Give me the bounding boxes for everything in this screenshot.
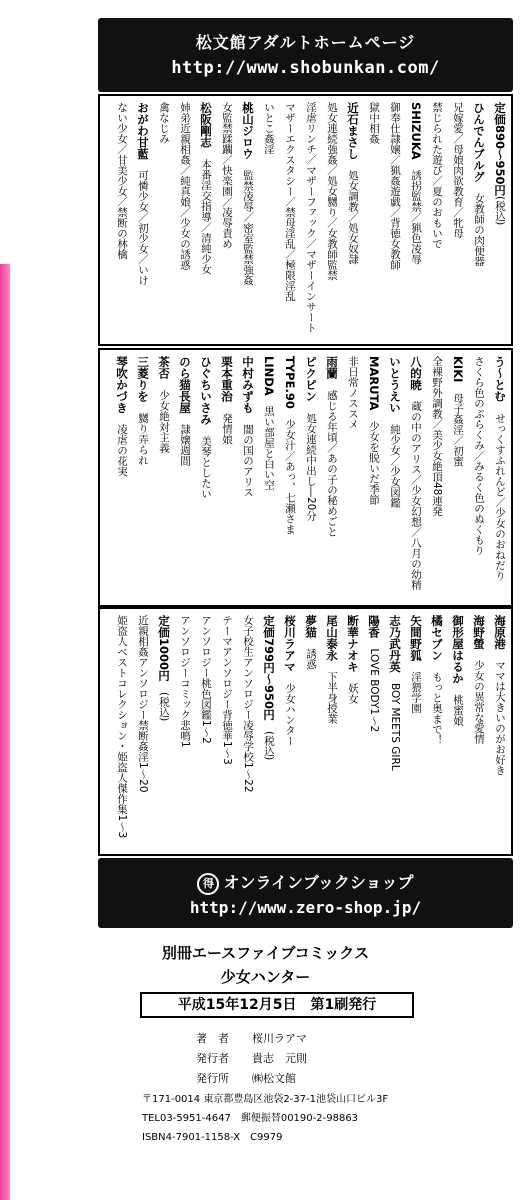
entry-titles: 淫虐リンチ／マザーファック／マザーインサート <box>305 102 317 333</box>
entry-author: 定価1000円 <box>157 615 171 682</box>
catalog-entry <box>137 102 149 286</box>
entry-titles: テーマアンソロジー背徳華1～3 <box>221 615 233 765</box>
entry-titles: 少女汁／あっ、七瀬さま <box>284 419 296 535</box>
catalog-entry <box>158 356 170 453</box>
bookshop-title <box>98 870 513 895</box>
entry-titles: マザーエクスタシー／禁母淫乱／極限淫乱 <box>284 102 296 302</box>
entry-author: ひんでんブルグ <box>472 102 486 183</box>
catalog-entry <box>473 102 485 267</box>
entry-author: KIKI <box>451 356 465 383</box>
catalog-entry <box>306 102 317 333</box>
entry-author: 尾山泰永 <box>325 615 339 661</box>
entry-author: 橘セブン <box>430 615 444 661</box>
entry-titles: 姫盗人ベストコレクション・姫盗人傑作集1～3 <box>116 615 128 839</box>
homepage-title: 松文館アダルトホームページ <box>195 33 416 52</box>
catalog-entry <box>284 356 296 535</box>
toku-logo-icon: 得 <box>197 873 219 895</box>
entry-titles: 禁じられた遊び／夏のおもいで <box>431 102 443 249</box>
entry-titles: ない少女／甘美少女／禁断の林檎 <box>116 102 128 260</box>
publisher-address-block <box>142 1090 388 1147</box>
colophon-row-author <box>142 1030 442 1050</box>
entry-author: 茶否 <box>157 356 171 379</box>
entry-author: 雨蘭 <box>325 356 339 379</box>
catalog-entry <box>200 102 212 274</box>
entry-author: 栗本重治 <box>220 356 234 402</box>
catalog-entry <box>221 356 233 444</box>
postal-address: 〒171-0014 東京都豊島区池袋2-37-1池袋山口ビル3F <box>142 1094 389 1105</box>
issue-date: 平成15年12月5日 <box>177 997 297 1013</box>
entry-titles: LOVE BODY1～2 <box>368 648 380 733</box>
catalog-entry <box>347 102 359 265</box>
entry-author: 松阪剛志 <box>199 102 213 148</box>
entry-titles: 凌虐の花実 <box>116 424 128 477</box>
price-tax-note: (税込) <box>494 196 506 226</box>
entry-titles: 下半身授業 <box>326 671 338 724</box>
catalog-entry <box>452 615 464 726</box>
catalog-entry <box>347 615 359 704</box>
catalog-entry <box>138 615 149 793</box>
catalog-entry <box>284 615 296 746</box>
entry-titles: 少女絶対主義 <box>158 389 170 453</box>
catalog-entry <box>389 356 401 508</box>
entry-titles: ママは大きいのがお好き <box>494 660 506 776</box>
entry-titles: 嬲り弄られ <box>137 412 149 465</box>
catalog-entry <box>389 615 401 771</box>
entry-author: 陽香 <box>367 615 381 638</box>
online-bookshop-banner[interactable] <box>98 858 513 928</box>
entry-titles: もっと奥まで！ <box>431 671 443 745</box>
entry-titles: 感じる年頃／あの子の秘めごと <box>326 389 338 537</box>
entry-titles: 少女の異常な愛情 <box>473 660 485 744</box>
catalog-entry <box>285 102 296 302</box>
catalog-entry <box>222 102 233 249</box>
entry-titles: 少女を脱いだ季節 <box>368 420 380 505</box>
entry-titles: アンソロジーコミック悲鳴1 <box>179 615 191 748</box>
series-name: 別冊エースファイブコミックス <box>161 944 370 962</box>
entry-titles: 女子校生アンソロジー凌辱学校1～22 <box>242 615 254 793</box>
catalog-entry <box>117 615 128 838</box>
colophon-label: 発行者 <box>196 1052 229 1065</box>
entry-titles: アンソロジー桃色図鑑1～2 <box>200 615 212 744</box>
colophon-value: 桜川ラアマ <box>252 1032 307 1045</box>
entry-titles: 発情娘 <box>221 412 233 444</box>
entry-titles: さくら色のぷらくみ／みるく色のぬくもり <box>473 356 485 556</box>
homepage-url[interactable]: http://www.shobunkan.com/ <box>171 58 440 78</box>
entry-author: 断華ナオキ <box>346 615 360 673</box>
entry-author: MARUTA <box>367 356 381 411</box>
entry-titles: いとこ姦淫 <box>263 102 275 155</box>
catalog-entry <box>368 615 380 732</box>
catalog-entry <box>390 102 401 270</box>
entry-titles: 黒い部屋と白い空 <box>263 406 275 491</box>
catalog-entry <box>116 356 128 477</box>
entry-titles: 近親相姦アンソロジー禁断姦淫1～20 <box>137 615 149 793</box>
catalog-panel-1 <box>98 94 513 346</box>
catalog-entry <box>452 356 464 466</box>
catalog-entry <box>200 356 212 499</box>
catalog-entry <box>432 356 443 516</box>
entry-titles: 禽なじみ <box>158 102 170 144</box>
catalog-entry <box>494 615 506 776</box>
catalog-entry <box>263 356 275 490</box>
colophon-value: ㈱松文館 <box>252 1072 296 1085</box>
catalog-entry <box>327 102 338 281</box>
catalog-entry <box>410 356 422 590</box>
entry-titles: 御奉仕隷嬢／猟姦遊戯／背徳女教師 <box>389 102 401 270</box>
entry-author: ピクピン <box>304 356 318 402</box>
entry-author: 八的暁 <box>409 356 423 391</box>
entry-author: 桜川ラアマ <box>283 615 297 673</box>
printing-edition: 第1刷発行 <box>310 997 377 1013</box>
entry-titles: 隷嬢週間 <box>179 424 191 466</box>
entry-author: 海原港 <box>493 615 507 650</box>
entry-author: 矢間野狐 <box>409 615 423 661</box>
catalog-entry <box>264 102 275 155</box>
entry-titles: 処女調教／処女奴隷 <box>347 170 359 265</box>
entry-titles: 蔵の中のアリス／少女幻想／八月の幼精 <box>410 401 422 590</box>
catalog-entry <box>410 615 422 714</box>
entry-author: おがわ甘藍 <box>136 102 150 160</box>
colophon <box>142 1030 442 1090</box>
catalog-entry <box>473 615 485 744</box>
catalog-entry <box>348 356 359 430</box>
catalog-entry <box>432 102 443 249</box>
entry-titles: 少女ハンター <box>284 683 296 746</box>
entry-author: TYPE.90 <box>283 356 297 409</box>
colophon-label: 著 者 <box>196 1032 229 1045</box>
entry-titles: 淫猥学園 <box>410 671 422 714</box>
catalog-entry <box>222 615 233 765</box>
entry-author: 近石まさし <box>346 102 360 160</box>
entry-author: 海野螢 <box>472 615 486 650</box>
entry-titles: (税込) <box>263 731 275 761</box>
catalog-entry <box>305 356 317 520</box>
entry-author: SHIZUKA <box>409 102 423 160</box>
entry-author: いとうえい <box>388 356 402 414</box>
entry-titles: (税込) <box>158 692 170 722</box>
colophon-label: 発行所 <box>196 1072 229 1085</box>
publisher-homepage-banner[interactable] <box>98 18 513 92</box>
issue-date-box <box>140 992 414 1018</box>
book-title: 少女ハンター <box>220 968 311 986</box>
entry-titles: 桃蜜娘 <box>452 694 464 726</box>
catalog-entry <box>326 356 338 537</box>
isbn: ISBN4-7901-1158-X C9979 <box>142 1132 283 1143</box>
entry-titles: 獄中相姦 <box>368 102 380 144</box>
entry-author: 夢猫 <box>304 615 318 638</box>
entry-titles: 本番淫交指導／清純少女 <box>200 158 212 274</box>
entry-titles: 全裸野外調教／美少女絶頂48連発 <box>431 356 443 517</box>
entry-author: ひぐちいさみ <box>199 356 213 425</box>
entry-author: LINDA <box>262 356 276 396</box>
catalog-entry <box>474 356 485 556</box>
entry-author: 御形屋はるか <box>451 615 465 684</box>
entry-titles: 母子姦淫／初蜜 <box>452 392 464 467</box>
entry-author: 三菱りを <box>136 356 150 402</box>
entry-titles: 可憐少女／初少女／いけ <box>137 170 149 286</box>
catalog-entry <box>158 615 170 721</box>
entry-author: 志乃武丹英 <box>388 615 402 673</box>
phone-and-transfer: TEL03-5951-4647 郵便振替00190-2-98863 <box>142 1113 359 1124</box>
pink-cover-edge <box>0 264 10 1200</box>
catalog-entry <box>368 356 380 505</box>
catalog-entry <box>242 102 254 286</box>
catalog-entry <box>263 615 275 760</box>
catalog-entry <box>431 615 443 745</box>
entry-author: のら猫長屋 <box>178 356 192 414</box>
entry-titles: 誘拐監禁／猟色凌辱 <box>410 170 422 265</box>
entry-titles: 誘惑 <box>305 648 317 670</box>
entry-titles: 美琴としたい <box>200 435 212 499</box>
entry-author: う～とむ <box>493 356 507 402</box>
catalog-entry <box>326 615 338 724</box>
catalog-entry <box>494 356 506 581</box>
entry-titles: 処女連続中出し―20分 <box>305 412 317 521</box>
entry-titles: 女監禁蹂躙／快楽園／凌辱責め <box>221 102 233 249</box>
entry-author: 桃山ジロウ <box>241 102 255 160</box>
colophon-row-publisher-company <box>142 1070 442 1090</box>
entry-titles: 監禁凌辱／密室監禁強姦 <box>242 170 254 286</box>
entry-titles: 妖女 <box>347 683 359 704</box>
entry-titles: 姉弟近親相姦／純真娘／少女の誘惑 <box>179 102 191 270</box>
entry-titles: 純少女／少女図鑑 <box>389 424 401 508</box>
catalog-panel-3 <box>98 607 513 856</box>
catalog-entry <box>243 615 254 793</box>
catalog-entry <box>305 615 317 670</box>
colophon-value: 貴志 元則 <box>252 1052 307 1065</box>
entry-titles: BOY MEETS GIRL <box>389 683 401 771</box>
bookshop-url[interactable]: http://www.zero-shop.jp/ <box>189 898 422 917</box>
bookshop-title-text: オンラインブックショップ <box>223 873 414 892</box>
entry-titles: 処女連続強姦／処女嬲り／女教師監禁 <box>326 102 338 281</box>
entry-titles: せっくすふれんど／少女のおねだり <box>494 412 506 581</box>
entry-titles: 女教師の肉便器 <box>473 193 485 267</box>
catalog-entry <box>369 102 380 144</box>
catalog-entry <box>159 102 170 144</box>
colophon-row-publisher-person <box>142 1050 442 1070</box>
entry-titles: 非日常ノススメ <box>347 356 359 430</box>
entry-author: 琴吹かづき <box>115 356 129 414</box>
catalog-entry <box>453 102 464 239</box>
entry-author: 中村みずも <box>241 356 255 414</box>
entry-titles: 闇の国のアリス <box>242 424 254 498</box>
entry-titles: 兄嫁愛／母娘肉欲教育／牝母 <box>452 102 464 239</box>
price-heading: 定価890～950円 <box>493 102 507 197</box>
catalog-entry <box>180 102 191 270</box>
catalog-entry <box>180 615 191 748</box>
catalog-entry <box>494 102 506 225</box>
catalog-entry <box>410 102 422 265</box>
catalog-panel-2 <box>98 348 513 607</box>
catalog-entry <box>179 356 191 466</box>
entry-author: 定価799円～950円 <box>262 615 276 721</box>
catalog-entry <box>137 356 149 465</box>
catalog-entry <box>242 356 254 498</box>
catalog-entry <box>201 615 212 744</box>
catalog-entry <box>117 102 128 260</box>
